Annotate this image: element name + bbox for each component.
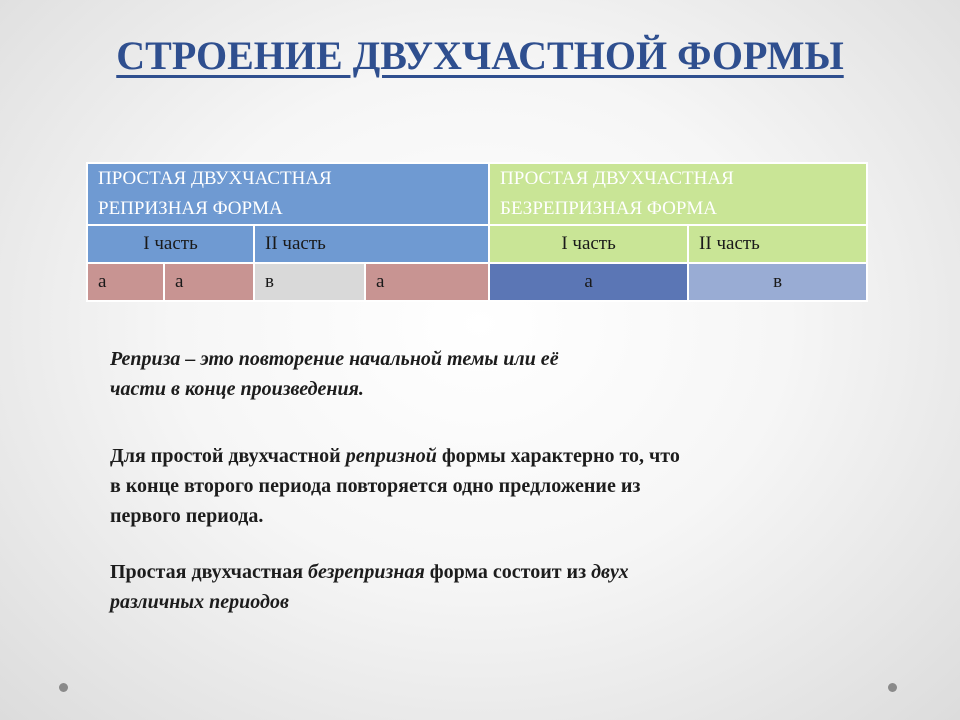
nonreprise-paragraph-line2-text: различных периодов: [110, 591, 289, 613]
nonreprise-paragraph-emphasis-2: двух: [591, 561, 629, 583]
definition-line2: части в конце произведения.: [110, 378, 364, 400]
nonreprise-paragraph-line1: [110, 557, 830, 587]
section-a-1: а: [87, 263, 164, 301]
nonreprise-header-line1: ПРОСТАЯ ДВУХЧАСТНАЯ: [500, 168, 734, 189]
table-parts-row: [87, 225, 867, 263]
nonreprise-header-line2: БЕЗРЕПРИЗНАЯ ФОРМА: [500, 198, 718, 219]
reprise-part-1: I часть: [87, 225, 254, 263]
form-structure-table: [86, 162, 868, 302]
table-header-row: [87, 163, 867, 225]
section-a-2: а: [164, 263, 254, 301]
reprise-paragraph-emphasis: репризной: [345, 445, 437, 467]
reprise-paragraph-line1: [110, 441, 830, 471]
reprise-paragraph-text-end: формы характерно то, что: [436, 445, 680, 467]
reprise-form-header: [87, 163, 489, 225]
nonreprise-part-1: I часть: [489, 225, 688, 263]
section-a-3: а: [365, 263, 489, 301]
definition-line1: Реприза – это повторение начальной темы или её: [110, 348, 559, 370]
decorative-dot-right: [888, 683, 897, 692]
nonreprise-form-paragraph: [110, 557, 830, 617]
reprise-paragraph-line3: первого периода.: [110, 505, 264, 527]
reprise-header-line1: ПРОСТАЯ ДВУХЧАСТНАЯ: [98, 168, 332, 189]
reprise-form-paragraph: [110, 441, 830, 531]
section-v-1: в: [254, 263, 365, 301]
page-title-text: СТРОЕНИЕ ДВУХЧАСТНОЙ ФОРМЫ: [116, 33, 844, 78]
section-a-4: а: [489, 263, 688, 301]
table-sections-row: [87, 263, 867, 301]
nonreprise-part-2: II часть: [688, 225, 867, 263]
reprise-paragraph-line2: в конце второго периода повторяется одно предложение из: [110, 475, 641, 497]
nonreprise-paragraph-emphasis: безрепризная: [308, 561, 425, 583]
nonreprise-form-header: [489, 163, 867, 225]
nonreprise-paragraph-line2: [110, 587, 830, 617]
reprise-part-2: II часть: [254, 225, 489, 263]
section-v-2: в: [688, 263, 867, 301]
decorative-dot-left: [59, 683, 68, 692]
nonreprise-paragraph-text: Простая двухчастная: [110, 561, 309, 583]
reprise-definition: [110, 344, 710, 404]
page-title: [0, 32, 960, 79]
reprise-paragraph-text: Для простой двухчастной: [110, 445, 346, 467]
nonreprise-paragraph-text-mid: форма состоит из: [424, 561, 592, 583]
reprise-header-line2: РЕПРИЗНАЯ ФОРМА: [98, 198, 283, 219]
